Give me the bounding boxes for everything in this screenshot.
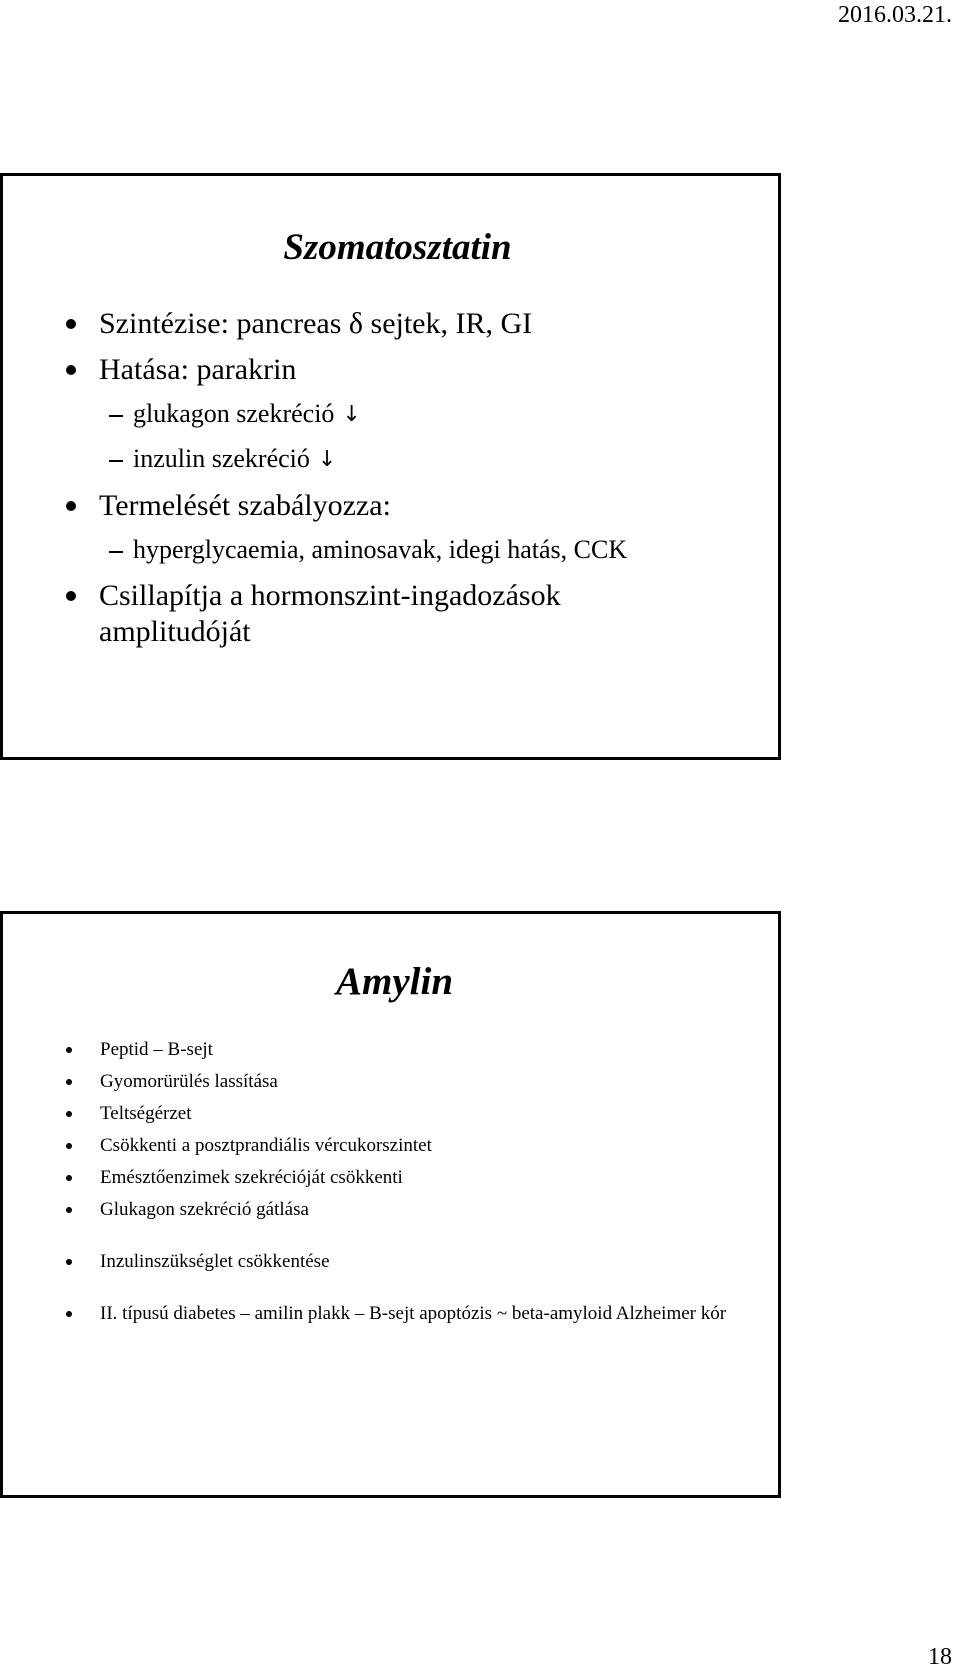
- bullet-dot-icon: [66, 1311, 72, 1317]
- slide-amylin: [0, 911, 781, 1498]
- bullet-dot-icon: [66, 1047, 72, 1053]
- bullet-list: [66, 1038, 776, 1334]
- list-item: [66, 488, 766, 524]
- list-item: [66, 1250, 776, 1273]
- down-arrow-icon: ↓: [342, 402, 361, 427]
- bullet-dot-icon: [66, 501, 76, 511]
- list-item-text: Emésztőenzimek szekrécióját csökkenti: [100, 1167, 403, 1188]
- list-item-text: Gyomorürülés lassítása: [100, 1071, 278, 1092]
- list-item: [66, 1070, 776, 1093]
- list-item-text: Teltségérzet: [100, 1103, 192, 1124]
- bullet-list: [66, 306, 766, 660]
- list-item-text: Csökkenti a posztprandiális vércukorszintet: [100, 1135, 432, 1156]
- sub-list-item: [66, 534, 766, 566]
- bullet-dot-icon: [66, 1143, 72, 1149]
- list-item: [66, 1302, 776, 1325]
- list-item-text: Glukagon szekréció gátlása: [100, 1199, 309, 1220]
- bullet-dot-icon: [66, 365, 76, 375]
- sub-list-item: [66, 398, 766, 431]
- slide-title: Szomatosztatin: [283, 227, 512, 268]
- page-date: 2016.03.21.: [838, 2, 952, 28]
- list-item: [66, 352, 766, 388]
- bullet-dot-icon: [66, 1079, 72, 1085]
- list-item-text: II. típusú diabetes – amilin plakk – B-sejt apoptózis ~ beta-amyloid Alzheimer kór: [100, 1303, 727, 1324]
- list-item: [66, 1198, 776, 1221]
- dash-icon: [109, 460, 123, 462]
- list-item-text: inzulin szekréció: [133, 444, 310, 473]
- bullet-dot-icon: [66, 1207, 72, 1213]
- list-item-text: Inzulinszükséglet csökkentése: [100, 1251, 330, 1272]
- list-item: [66, 1166, 776, 1189]
- bullet-dot-icon: [66, 1175, 72, 1181]
- bullet-dot-icon: [66, 1111, 72, 1117]
- list-item: [66, 1102, 776, 1125]
- bullet-dot-icon: [66, 591, 76, 601]
- list-item: [66, 1134, 776, 1157]
- list-item-text: glukagon szekréció: [133, 399, 335, 428]
- slide-title: Amylin: [336, 960, 454, 1003]
- dash-icon: [109, 551, 123, 553]
- list-item-text: Hatása: parakrin: [99, 353, 297, 386]
- bullet-dot-icon: [66, 1259, 72, 1265]
- list-item-text: Termelését szabályozza:: [99, 489, 391, 522]
- bullet-dot-icon: [66, 319, 76, 329]
- down-arrow-icon: ↓: [317, 447, 337, 472]
- list-item: [66, 578, 766, 650]
- list-item-text: Peptid – B-sejt: [100, 1039, 213, 1060]
- list-item: [66, 306, 766, 342]
- dash-icon: [109, 415, 123, 417]
- list-item-text: hyperglycaemia, aminosavak, idegi hatás, CCK: [133, 535, 628, 564]
- list-item-text: Csillapítja a hormonszint-ingadozások amplitudóját: [99, 579, 561, 648]
- slide-szomatosztatin: [0, 173, 781, 760]
- sub-list-item: [66, 443, 766, 476]
- page-number: 18: [928, 1644, 952, 1670]
- list-item-text: Szintézise: pancreas δ sejtek, IR, GI: [99, 307, 533, 340]
- list-item: [66, 1038, 776, 1061]
